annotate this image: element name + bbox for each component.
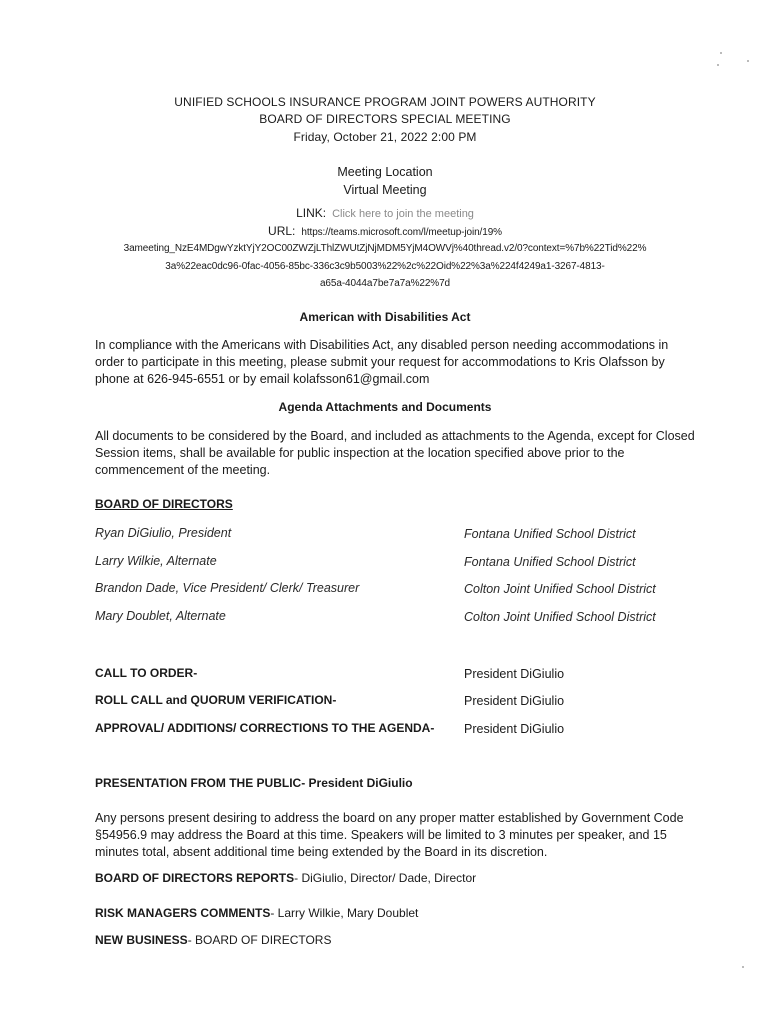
board-member-name: Mary Doublet, Alternate bbox=[95, 609, 226, 623]
join-meeting-link[interactable]: Click here to join the meeting bbox=[332, 208, 474, 220]
meeting-datetime: Friday, October 21, 2022 2:00 PM bbox=[293, 130, 477, 144]
link-row bbox=[0, 206, 770, 220]
org-title: UNIFIED SCHOOLS INSURANCE PROGRAM JOINT POWERS AUTHORITY bbox=[174, 95, 596, 109]
board-member-name: Larry Wilkie, Alternate bbox=[95, 554, 217, 568]
board-member-district: Fontana Unified School District bbox=[464, 555, 636, 569]
new-business-presenters: - BOARD OF DIRECTORS bbox=[187, 933, 332, 947]
attachments-title: Agenda Attachments and Documents bbox=[278, 400, 492, 414]
ada-body: In compliance with the Americans with Disabilities Act, any disabled person needing accommodations in order to participate in this meeting, please submit your request for accommodations to Kris Olafsson by phone at 626-945-6551 or by email kolafsson61@gmail.com bbox=[95, 338, 669, 386]
location-label: Meeting Location bbox=[337, 165, 433, 179]
meeting-title: BOARD OF DIRECTORS SPECIAL MEETING bbox=[259, 112, 511, 126]
agenda-item-label: CALL TO ORDER- bbox=[95, 666, 198, 680]
risk-managers-label: RISK MANAGERS COMMENTS bbox=[95, 906, 271, 920]
board-member-name: Brandon Dade, Vice President/ Clerk/ Treasurer bbox=[95, 581, 360, 595]
url-label: URL: bbox=[268, 224, 296, 238]
url-line[interactable]: https://teams.microsoft.com/l/meetup-join/19% bbox=[301, 227, 502, 238]
location-value: Virtual Meeting bbox=[343, 183, 427, 197]
agenda-item-presenter: President DiGiulio bbox=[464, 722, 565, 736]
scan-mark bbox=[720, 52, 722, 54]
board-reports-label: BOARD OF DIRECTORS REPORTS bbox=[95, 871, 295, 885]
board-member-name: Ryan DiGiulio, President bbox=[95, 526, 232, 540]
new-business-label: NEW BUSINESS bbox=[95, 933, 188, 947]
agenda-item-presenter: President DiGiulio bbox=[464, 667, 565, 681]
agenda-item-label: APPROVAL/ ADDITIONS/ CORRECTIONS TO THE AGENDA- bbox=[95, 721, 435, 735]
url-line[interactable]: 3ameeting_NzE4MDgwYzktYjY2OC00ZWZjLThlZWUtZjNjMDM5YjM4OWVj%40thread.v2/0?context=%7b%22Tid%22% bbox=[123, 243, 647, 254]
agenda-item-label: ROLL CALL and QUORUM VERIFICATION- bbox=[95, 693, 337, 707]
risk-managers-presenters: - Larry Wilkie, Mary Doublet bbox=[270, 906, 419, 920]
scan-mark bbox=[717, 64, 719, 66]
board-reports-item bbox=[95, 871, 476, 885]
link-label: LINK: bbox=[296, 206, 327, 220]
url-row bbox=[0, 224, 770, 238]
agenda-item-presenter: President DiGiulio bbox=[464, 694, 565, 708]
risk-managers-item bbox=[95, 906, 418, 920]
scan-mark bbox=[742, 966, 744, 968]
ada-title: American with Disabilities Act bbox=[299, 310, 471, 324]
board-reports-presenters: - DiGiulio, Director/ Dade, Director bbox=[294, 871, 477, 885]
new-business-item bbox=[95, 933, 331, 947]
scan-mark bbox=[747, 60, 749, 62]
board-member-district: Colton Joint Unified School District bbox=[464, 582, 656, 596]
board-member-district: Colton Joint Unified School District bbox=[464, 610, 656, 624]
attachments-body: All documents to be considered by the Board, and included as attachments to the Agenda, except for Closed Session items, shall be available for public inspection at the location specified above prior to the commencement of the meeting. bbox=[95, 429, 695, 477]
url-line[interactable]: a65a-4044a7be7a7a%22%7d bbox=[319, 278, 451, 289]
public-presentation-body: Any persons present desiring to address the board on any proper matter established by Government Code §54956.9 may address the Board at this time. Speakers will be limited to 3 minutes per speaker, and 15 minutes total, absent additional time being extended by the Board in its discretion. bbox=[95, 811, 684, 859]
public-presentation-title: PRESENTATION FROM THE PUBLIC- President DiGiulio bbox=[95, 776, 413, 790]
board-heading: BOARD OF DIRECTORS bbox=[95, 497, 233, 511]
board-member-district: Fontana Unified School District bbox=[464, 527, 636, 541]
url-line[interactable]: 3a%22eac0dc96-0fac-4056-85bc-336c3c9b5003%22%2c%22Oid%22%3a%224f4249a1-3267-4813- bbox=[165, 261, 605, 272]
